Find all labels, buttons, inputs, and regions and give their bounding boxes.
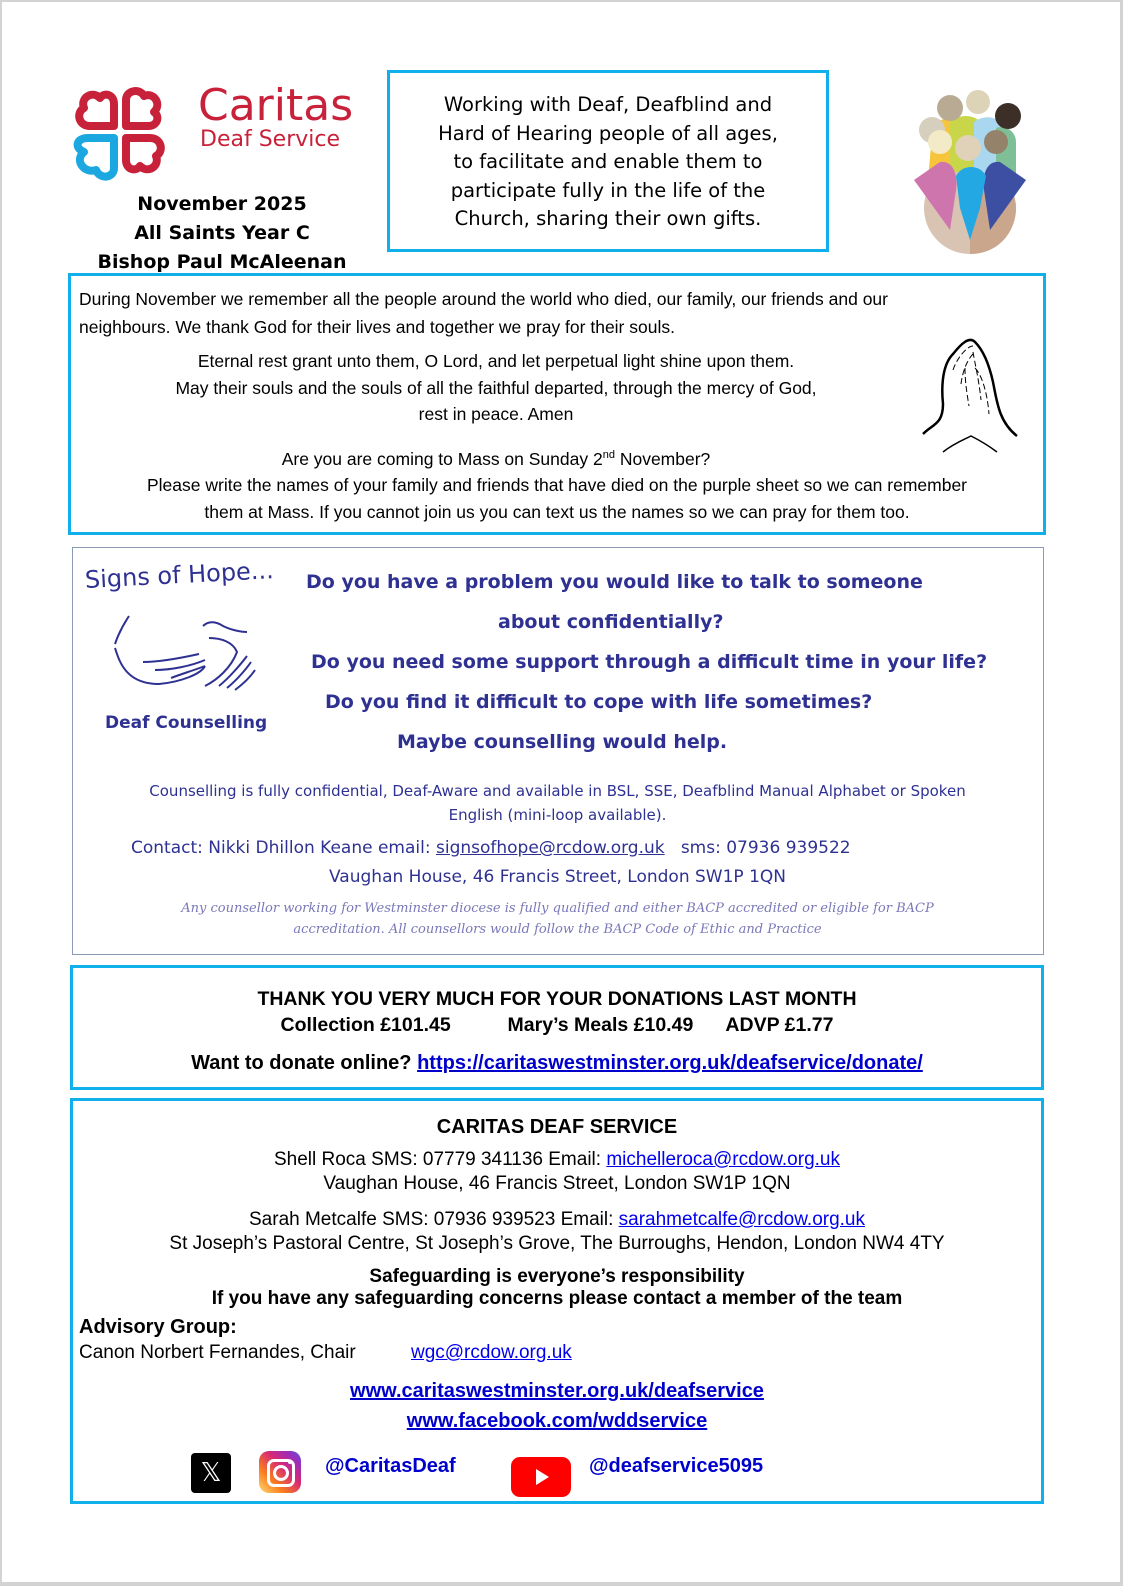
- names-line: Please write the names of your family and friends that have died on the purple sheet so we can remember: [146, 475, 968, 495]
- soh-address: Vaughan House, 46 Francis Street, London SW1P 1QN: [329, 867, 786, 887]
- newsletter-page: [2, 2, 1120, 1582]
- soh-availability: [73, 779, 1042, 827]
- soh-question: about confidentially?: [498, 611, 724, 633]
- mass-question: [101, 442, 891, 472]
- prayer-box: [68, 273, 1046, 535]
- donations-amounts: [73, 1012, 1041, 1038]
- donations-heading: THANK YOU VERY MUCH FOR YOUR DONATIONS LAST MONTH: [257, 988, 857, 1010]
- soh-note: [73, 898, 1042, 940]
- contact-sms-text: sms: 07936 939522: [680, 838, 851, 858]
- people-group-icon: [910, 80, 1030, 255]
- donate-link[interactable]: https://caritaswestminster.org.uk/deafservice/donate/: [417, 1052, 923, 1074]
- collection-amount: Collection £101.45: [280, 1014, 451, 1036]
- intro-line: During November we remember all the people around the world who died, our family, our friends and our: [79, 289, 888, 309]
- caritas-hearts-icon: [70, 82, 170, 182]
- names-line: them at Mass. If you cannot join us you can text us the names so we can pray for them too.: [204, 501, 910, 522]
- praying-hands-icon: [913, 324, 1023, 454]
- availability-line: English (mini-loop available).: [448, 806, 667, 824]
- liturgical-day: All Saints Year C: [134, 222, 310, 244]
- soh-question: Do you need some support through a difficult time in your life?: [311, 651, 988, 673]
- contact-label: Contact: Nikki Dhillon Keane email:: [131, 838, 436, 858]
- brand-name: Caritas: [198, 80, 354, 131]
- x-instagram-handle[interactable]: @CaritasDeaf: [325, 1455, 456, 1477]
- soh-contact: [131, 833, 851, 863]
- safeguarding-text: If you have any safeguarding concerns please contact a member of the team: [211, 1288, 903, 1309]
- x-icon[interactable]: 𝕏: [191, 1453, 231, 1493]
- prayer-line: Eternal rest grant unto them, O Lord, and let perpetual light shine upon them.: [197, 351, 795, 371]
- note-line: accreditation. All counsellors would follow the BACP Code of Ethic and Practice: [293, 922, 822, 937]
- advp-amount: ADVP £1.77: [725, 1014, 834, 1036]
- mission-line: Hard of Hearing people of all ages,: [438, 121, 778, 145]
- mission-line: to facilitate and enable them to: [453, 150, 763, 173]
- donate-prompt: Want to donate online?: [191, 1052, 418, 1074]
- michelleroca-email-link[interactable]: michelleroca@rcdow.org.uk: [606, 1149, 840, 1170]
- contact-shell-roca: [73, 1148, 1041, 1172]
- brand-subtitle: Deaf Service: [200, 127, 341, 152]
- prayer-text: [101, 348, 891, 428]
- shell-roca-details: Shell Roca SMS: 07779 341136 Email:: [273, 1149, 607, 1170]
- prayer-line: May their souls and the souls of all the faithful departed, through the mercy of God,: [175, 377, 817, 398]
- mass-question-text-end: November?: [614, 448, 711, 469]
- sarahmetcalfe-email-link[interactable]: sarahmetcalfe@rcdow.org.uk: [618, 1209, 865, 1230]
- availability-line: Counselling is fully confidential, Deaf-Aware and available in BSL, SSE, Deafblind Manual Alphabet or Spoken: [149, 782, 966, 800]
- marys-meals-amount: Mary’s Meals £10.49: [507, 1014, 694, 1036]
- advisory-member: Canon Norbert Fernandes, Chair: [79, 1342, 356, 1363]
- soh-question: Do you find it difficult to cope with life sometimes?: [325, 691, 873, 713]
- shell-roca-address: Vaughan House, 46 Francis Street, London SW1P 1QN: [323, 1173, 791, 1194]
- youtube-handle[interactable]: @deafservice5095: [589, 1455, 764, 1477]
- bishop-name: Bishop Paul McAleenan: [97, 251, 347, 273]
- soh-question: Do you have a problem you would like to talk to someone: [306, 571, 923, 593]
- issue-month: November 2025: [137, 193, 307, 215]
- issue-info: [72, 190, 372, 277]
- contact-sarah-metcalfe: [73, 1208, 1041, 1232]
- note-line: Any counsellor working for Westminster diocese is fully qualified and either BACP accredited or eligible for BACP: [181, 901, 934, 916]
- donate-online: [73, 1050, 1041, 1076]
- soh-subtitle: Deaf Counselling: [105, 713, 268, 733]
- contacts-heading: CARITAS DEAF SERVICE: [436, 1116, 678, 1138]
- intro-line: neighbours. We thank God for their lives and together we pray for their souls.: [79, 317, 675, 337]
- website-link[interactable]: www.caritaswestminster.org.uk/deafservice: [350, 1380, 764, 1402]
- sarah-metcalfe-address: St Joseph’s Pastoral Centre, St Joseph’s Grove, The Burroughs, Hendon, London NW4 4TY: [169, 1233, 945, 1254]
- youtube-icon[interactable]: [511, 1457, 571, 1497]
- contacts-box: [70, 1098, 1044, 1504]
- mass-question-sup: nd: [602, 449, 615, 461]
- signs-of-hope-box: [72, 547, 1044, 955]
- mission-line: Church, sharing their own gifts.: [454, 207, 762, 230]
- advisory-row: [79, 1340, 1041, 1366]
- mission-statement-box: [387, 70, 829, 252]
- donations-box: [70, 965, 1044, 1090]
- signsofhope-email-link[interactable]: signsofhope@rcdow.org.uk: [435, 838, 665, 858]
- caritas-logo: [70, 82, 370, 182]
- soh-title: Signs of Hope...: [84, 556, 275, 594]
- soh-question: Maybe counselling would help.: [397, 731, 728, 753]
- mass-question-text: Are you are coming to Mass on Sunday 2: [281, 448, 603, 469]
- mission-line: Working with Deaf, Deafblind and: [443, 93, 773, 116]
- facebook-link[interactable]: www.facebook.com/wddservice: [406, 1410, 708, 1432]
- instagram-icon[interactable]: [259, 1451, 301, 1493]
- prayer-line: rest in peace. Amen: [418, 404, 574, 424]
- names-request: [71, 472, 1043, 525]
- safeguarding-title: Safeguarding is everyone’s responsibility: [369, 1266, 745, 1287]
- helping-hands-icon: [101, 614, 261, 704]
- sarah-metcalfe-details: Sarah Metcalfe SMS: 07936 939523 Email:: [249, 1209, 619, 1230]
- mission-line: participate fully in the life of the: [450, 178, 766, 202]
- advisory-email-link[interactable]: wgc@rcdow.org.uk: [410, 1342, 572, 1363]
- contact-sms: [665, 838, 851, 858]
- social-row: [189, 1451, 929, 1495]
- advisory-heading: Advisory Group:: [79, 1316, 237, 1338]
